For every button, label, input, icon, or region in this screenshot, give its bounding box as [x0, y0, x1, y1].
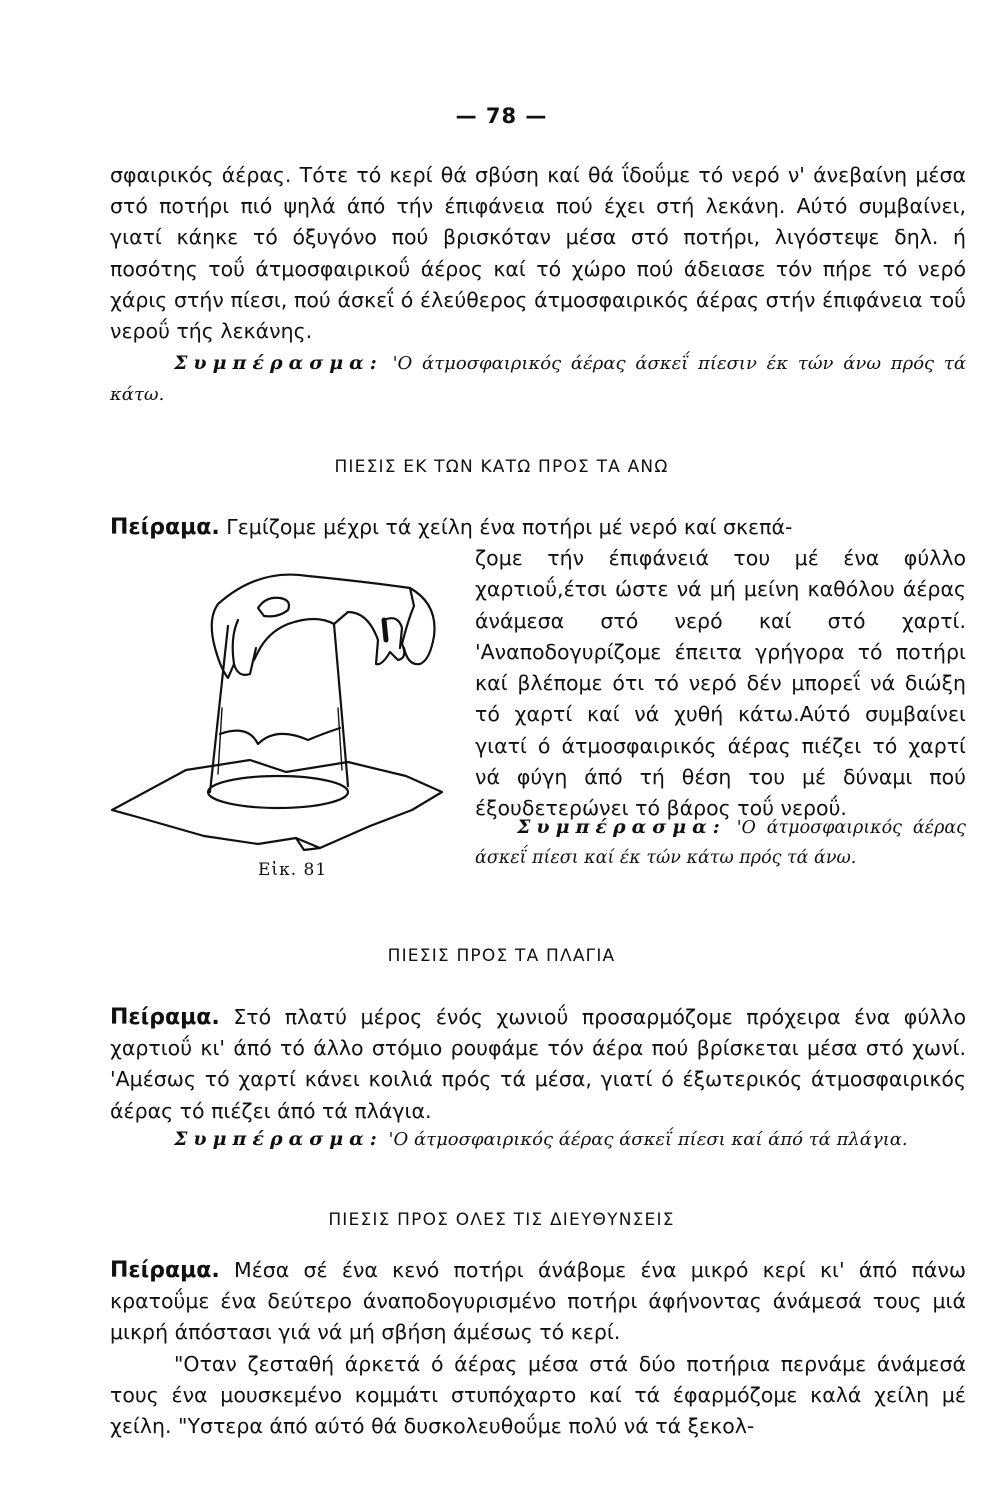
conclusion-label: Συμπέρασμα:: [517, 816, 726, 838]
figure-81-illustration: [108, 548, 458, 888]
section1-side-text: ζομε τήν έπιφάνειά του μέ ένα φύλλο χαρτιοΰ,έτσι ώστε νά μή μείνη καθόλου άέρας άνάμεσα στό νερό καί στό χαρτί. 'Αναποδογυρίζομε έπειτα γρήγορα τό ποτήρι καί βλέπομε ότι τό νερό δέν μπορεΐ νά διώξη τό χαρτί καί νά χυθή κάτω.Αύτό συμβαίνει γιατί ό άτμοσφαιρικός άέρας πιέζει τό χαρτί νά φύγη άπό τή θέση του μέ δύναμι πού έξουδετερώνει τό βάρος τοΰ νεροΰ.: [475, 546, 966, 821]
section1-first-line: Πείραμα. Γεμίζομε μέχρι τά χείλη ένα ποτήρι μέ νερό καί σκεπά-: [110, 515, 793, 540]
experiment-label: Πείραμα.: [110, 515, 220, 540]
experiment-label: Πείραμα.: [110, 1005, 220, 1030]
paper-sheet-icon: [112, 760, 442, 848]
page-number: — 78 —: [455, 104, 548, 128]
experiment-label: Πείραμα.: [110, 1258, 220, 1283]
conclusion-1: [110, 348, 966, 410]
section-heading-below: ΠΙΕΣΙΣ ΕΚ ΤΩΝ ΚΑΤΩ ΠΡΟΣ ΤΑ ΑΝΩ: [334, 457, 669, 477]
figure-caption: Εἰκ. 81: [258, 860, 328, 880]
conclusion-2: [475, 812, 966, 873]
section3-paragraph-2: "Οταν ζεσταθή άρκετά ό άέρας μέσα στά δύο ποτήρια περνάμε άνάμεσά τους ένα μουσκεμένο κομμάτι στυπόχαρτο καί τά έφαρμόζομε καλά χείλη μέ χείλη. "Υστερα άπό αύτό θά δυσκολευθοΰμε πολύ νά τά ξεκολ-: [110, 1352, 966, 1439]
intro-paragraph: σφαιρικός άέρας. Τότε τό κερί θά σβύση καί θά ΐδοΰμε τό νερό ν' άνεβαίνη μέσα στό ποτήρι πιό ψηλά άπό τήν έπιφάνεια πού έχει στή λεκάνη. Αύτό συμβαίνει, γιατί κάηκε τό όξυγόνο πού βρισκόταν μέσα στό ποτήρι, λιγόστεψε δηλ. ή ποσότης τοΰ άτμοσφαιρικοΰ άέρος καί τό χώρο πού άδειασε τόν πήρε τό νερό χάρις στήν πίεσι, πού άσκεΐ ό έλεύθερος άτμοσφαιρικός άέρας στήν έπιφάνεια τοΰ νεροΰ τής λεκάνης.: [110, 163, 966, 344]
glass-outline-icon: [210, 624, 348, 792]
section3-paragraph: Πείραμα. Μέσα σέ ένα κενό ποτήρι άνάβομε ένα μικρό κερί κι' άπό πάνω κρατοΰμε ένα δεύτερο άναποδογυρισμένο ποτήρι άφήνοντας άνάμεσά τους μιά μικρή άπόστασι γιά νά μή σβήση άμέσως τό κερί.: [110, 1258, 966, 1345]
conclusion-label: Συμπέρασμα:: [174, 1128, 383, 1150]
conclusion-text: 'Ο άτμοσφαιρικός άέρας άσκεΐ πίεσι καί έκ τών κάτω πρός τά άνω.: [475, 818, 966, 868]
conclusion-text: 'Ο άτμοσφαιρικός άέρας άσκεΐ πίεσι καί άπό τά πλάγια.: [388, 1129, 908, 1150]
conclusion-label: Συμπέρασμα:: [174, 352, 383, 374]
hand-glass-paper-drawing: [108, 548, 458, 888]
conclusion-3: [110, 1124, 966, 1155]
conclusion-text: 'Ο άτμοσφαιρικός άέρας άσκεΐ πίεσιν έκ τών άνω πρός τά κάτω.: [110, 353, 966, 405]
section-heading-all-directions: ΠΙΕΣΙΣ ΠΡΟΣ ΟΛΕΣ ΤΙΣ ΔΙΕΥΘΥΝΣΕΙΣ: [328, 1210, 675, 1230]
section2-paragraph: Πείραμα. Στό πλατύ μέρος ένός χωνιοΰ προσαρμόζομε πρόχειρα ένα φύλλο χαρτιοΰ κι' άπό τό άλλο στόμιο ρουφάμε τόν άέρα πού βρίσκεται μέσα στό χωνί. 'Αμέσως τό χαρτί κάνει κοιλιά πρός τά μέσα, γιατί ό έξωτερικός άτμοσφαιρικός άέρας τό πιέζει άπό τά πλάγια.: [110, 1005, 966, 1123]
section-heading-sideways: ΠΙΕΣΙΣ ΠΡΟΣ ΤΑ ΠΛΑΓΙΑ: [387, 946, 616, 966]
